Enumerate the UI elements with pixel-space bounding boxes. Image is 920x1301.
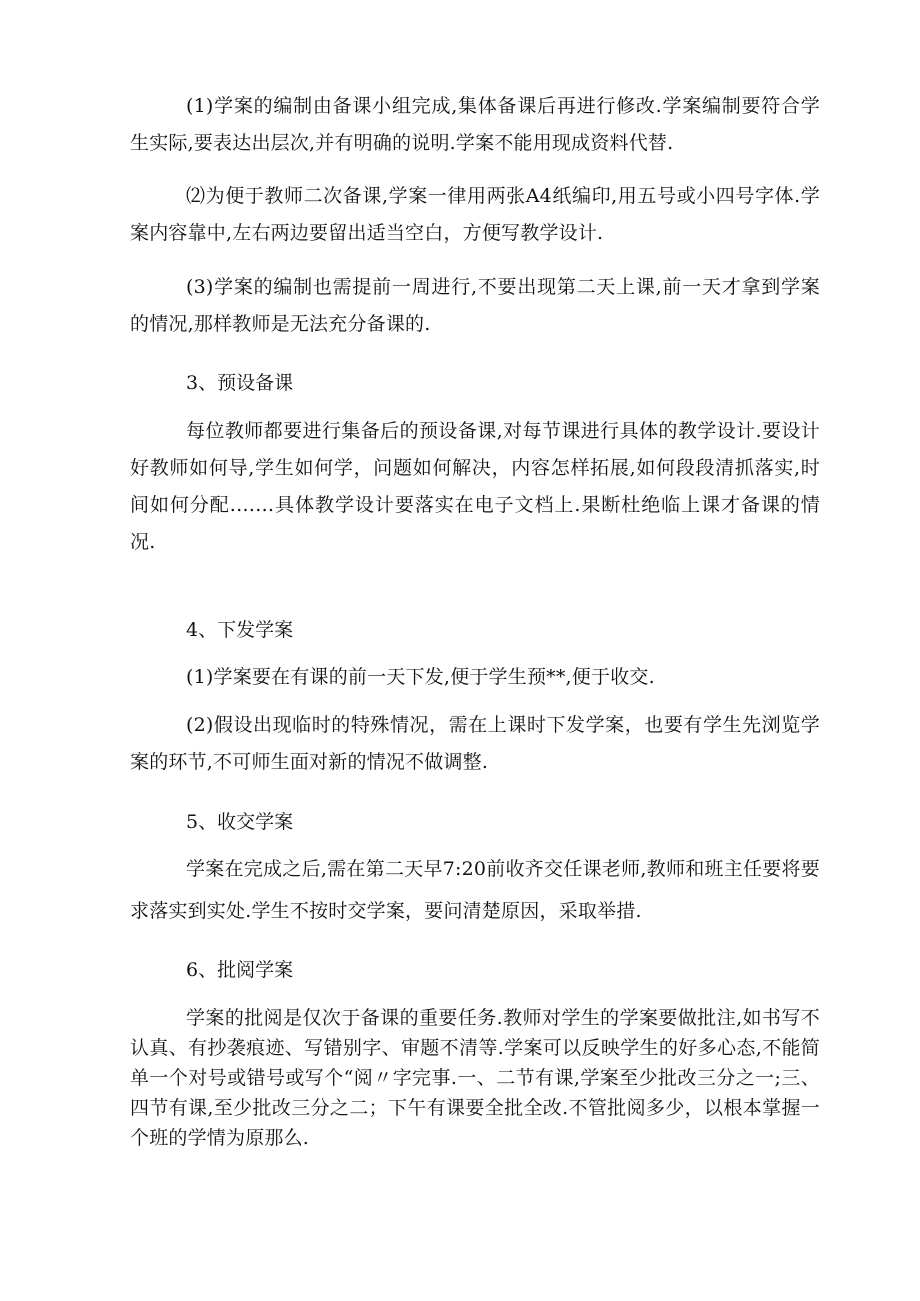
section-heading-4: 4、下发学案	[186, 619, 294, 641]
paragraph-8: 学案的批阅是仅次于备课的重要任务.教师对学生的学案要做批注,如书写不认真、有抄袭痕迹、写错别字、审题不清等.学案可以反映学生的好多心态,不能简单一个对号或错号或写个“阅〃字完事.一、二节有课,学案至少批改三分之一;三、四节有课,至少批改三分之二；下午有课要全批全改.不管批阅多少，以根本掌握一个班的学情为原那么.	[130, 1007, 820, 1149]
paragraph-6: (2)假设出现临时的特殊情况，需在上课时下发学案，也要有学生先浏览学案的环节,不可师生面对新的情况不做调整.	[130, 714, 820, 773]
paragraph-1: (1)学案的编制由备课小组完成,集体备课后再进行修改.学案编制要符合学生实际,要表达出层次,并有明确的说明.学案不能用现成资料代替.	[130, 95, 820, 154]
paragraph-5: (1)学案要在有课的前一天下发,便于学生预**,便于收交.	[186, 666, 655, 688]
section-heading-5: 5、收交学案	[186, 811, 294, 833]
paragraph-4: 每位教师都要进行集备后的预设备课,对每节课进行具体的教学设计.要设计好教师如何导,学生如何学，问题如何解决，内容怎样拓展,如何段段清抓落实,时间如何分配.……具体教学设计要落实在电子文档上.果断杜绝临上课才备课的情况.	[130, 420, 820, 553]
paragraph-7: 学案在完成之后,需在第二天早7:20前收齐交任课老师,教师和班主任要将要求落实到实处.学生不按时交学案，要问清楚原因，采取举措.	[130, 858, 820, 922]
paragraph-2: ⑵为便于教师二次备课,学案一律用两张A4纸编印,用五号或小四号字体.学案内容靠中,左右两边要留出适当空白，方便写教学设计.	[130, 185, 820, 244]
section-heading-6: 6、批阅学案	[186, 959, 294, 981]
section-heading-3: 3、预设备课	[186, 372, 294, 394]
paragraph-3: (3)学案的编制也需提前一周进行,不要出现第二天上课,前一天才拿到学案的情况,那样教师是无法充分备课的.	[130, 276, 820, 335]
